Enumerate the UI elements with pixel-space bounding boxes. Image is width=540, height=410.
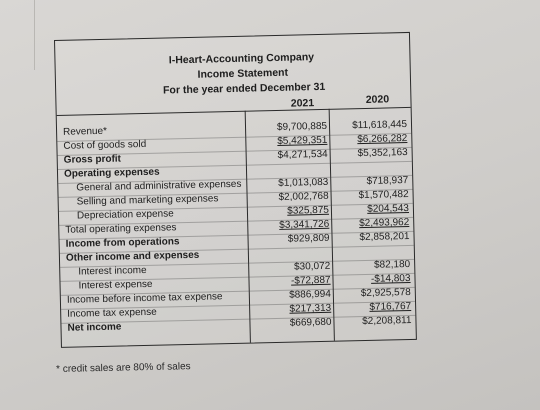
value-2021: $325,875 [287, 204, 330, 217]
year-2021-header: 2021 [290, 97, 315, 110]
value-2020: $5,352,163 [357, 147, 408, 160]
footnote: * credit sales are 80% of sales [56, 361, 191, 375]
value-2021: $5,429,351 [277, 134, 328, 147]
value-2021: $2,002,768 [278, 190, 329, 203]
row-label: Gross profit [63, 153, 122, 166]
value-2020: $2,493,962 [359, 216, 410, 230]
value-2020: $1,570,482 [358, 188, 409, 202]
value-2020: $2,858,201 [359, 230, 410, 244]
row-label: Revenue* [62, 125, 108, 138]
row-label: Depreciation expense [76, 208, 174, 222]
value-2020: $716,767 [369, 300, 412, 313]
year-2020-header: 2020 [365, 93, 390, 106]
row-label: Income tax expense [67, 306, 157, 320]
value-2020: -$14,803 [370, 272, 411, 285]
row-label: Other income and expenses [65, 249, 200, 264]
row-label: General and administrative expenses [76, 178, 242, 194]
value-2020: $2,925,578 [360, 286, 411, 300]
statement-title: Income Statement [197, 66, 289, 81]
row-label: Income before income tax expense [66, 291, 223, 306]
paper-crease [34, 0, 35, 70]
row-label: Income from operations [65, 236, 180, 250]
company-name: I-Heart-Accounting Company [168, 51, 315, 67]
row-label: Interest income [78, 264, 147, 278]
value-2021: $669,680 [289, 316, 332, 329]
value-2021: -$72,887 [290, 274, 331, 287]
value-2020: $2,208,811 [362, 314, 412, 328]
row-label: Operating expenses [63, 166, 160, 180]
value-2020: $11,618,445 [352, 119, 408, 132]
row-label: Total operating expenses [65, 222, 177, 236]
row-label: Interest expense [78, 278, 153, 292]
value-2021: $30,072 [293, 260, 331, 273]
value-2020: $82,180 [373, 258, 411, 271]
value-2021: $1,013,083 [278, 176, 329, 189]
row-label: Selling and marketing expenses [76, 193, 219, 208]
statement-period: For the year ended December 31 [162, 80, 326, 97]
row-label: Net income [67, 321, 122, 334]
value-2021: $217,313 [289, 302, 332, 315]
value-2021: $3,341,726 [279, 218, 330, 231]
row-label: Cost of goods sold [63, 138, 147, 152]
value-2020: $6,266,282 [357, 133, 408, 146]
value-2020: $718,937 [366, 174, 409, 187]
value-2020: $204,543 [367, 202, 410, 215]
value-2021: $886,994 [289, 288, 331, 301]
value-2021: $4,271,534 [277, 148, 328, 161]
value-2021: $929,809 [287, 232, 330, 245]
income-statement-table [54, 32, 417, 348]
value-2021: $9,700,885 [276, 120, 328, 133]
statement-header [55, 33, 411, 116]
